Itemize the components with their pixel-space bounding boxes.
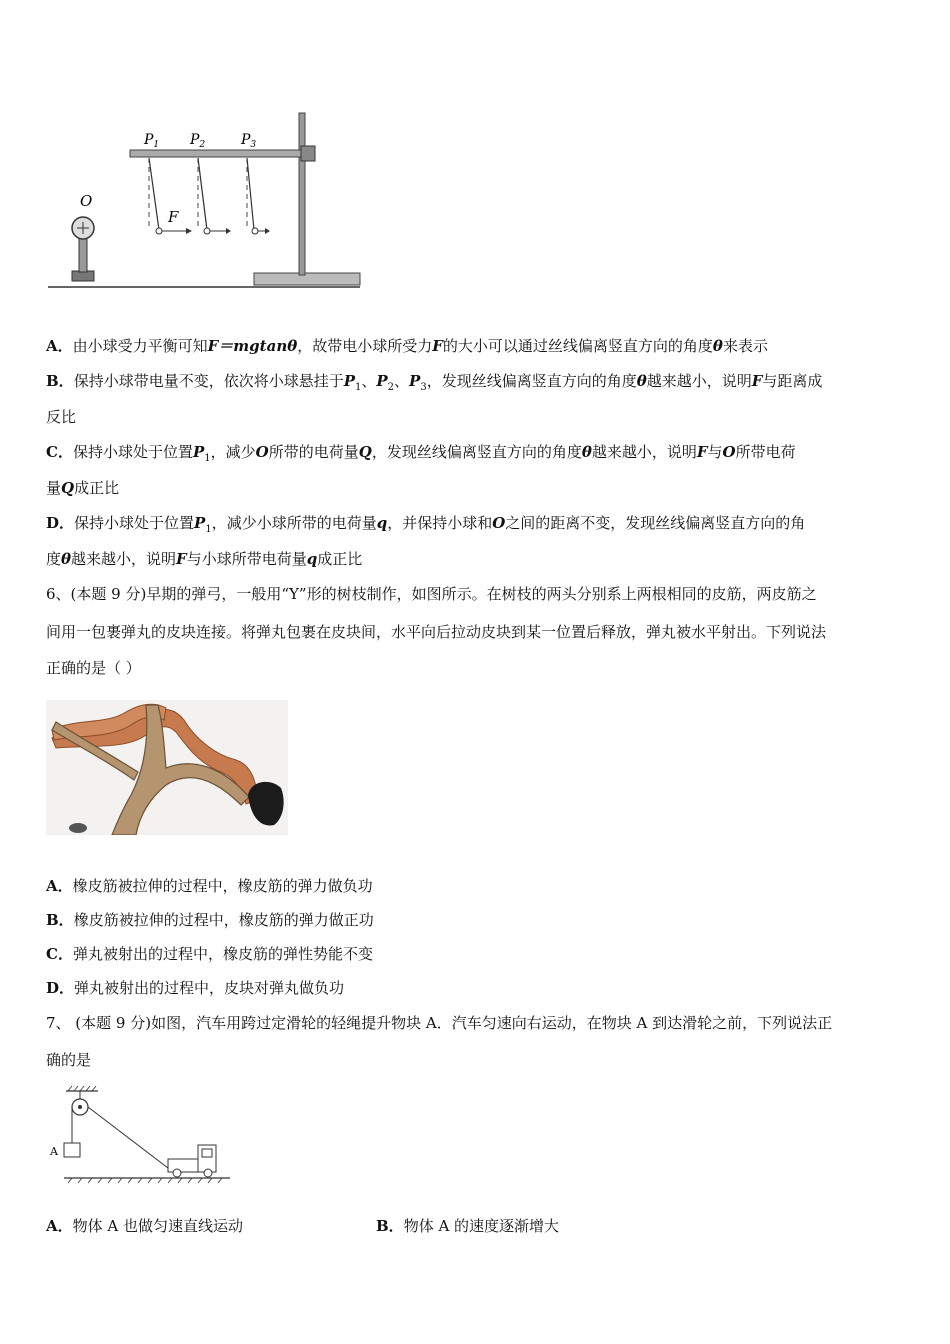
- q5-option-b-cont: 反比: [46, 408, 77, 426]
- q7-stem-line1: 7、 (本题 9 分)如图，汽车用跨过定滑轮的轻绳提升物块 A．汽车匀速向右运动，在物块 A 到达滑轮之前，下列说法正: [46, 1014, 833, 1032]
- label-P3: $P_3$: [241, 132, 257, 150]
- q5-option-b: B．保持小球带电量不变，依次将小球悬挂于$P_1$、$P_2$、$P_3$，发现丝线偏离竖直方向的角度θ越来越小，说明F与距离成: [46, 372, 823, 393]
- q7-option-b: B．物体 A 的速度逐渐增大: [376, 1217, 560, 1235]
- q7-stem-line2: 确的是: [46, 1051, 92, 1069]
- q6-option-a: A．橡皮筋被拉伸的过程中，橡皮筋的弹力做负功: [46, 877, 373, 895]
- q6-option-d: D．弹丸被射出的过程中，皮块对弹丸做负功: [46, 979, 345, 997]
- pulley-truck-figure: [46, 1085, 232, 1187]
- pendulum-apparatus-figure: [46, 110, 364, 290]
- q6-stem-line2: 间用一包裹弹丸的皮块连接。将弹丸包裹在皮块间，水平向后拉动皮块到某一位置后释放，弹丸被水平射出。下列说法: [46, 623, 827, 641]
- label-F: F: [168, 208, 179, 226]
- label-P2: $P_2$: [190, 132, 206, 150]
- slingshot-photo: [46, 700, 288, 835]
- q6-stem-line1: 6、(本题 9 分)早期的弹弓，一般用“Y”形的树枝制作，如图所示。在树枝的两头分别系上两根相同的皮筋，两皮筋之: [46, 585, 817, 603]
- q6-stem-line3: 正确的是（ ）: [46, 659, 141, 677]
- label-O: O: [80, 192, 93, 210]
- q6-option-c: C．弹丸被射出的过程中，橡皮筋的弹性势能不变: [46, 945, 373, 963]
- block-a-label: A: [50, 1145, 58, 1158]
- q5-option-d-cont: 度θ越来越小，说明F与小球所带电荷量q成正比: [46, 550, 363, 568]
- q5-option-d: D．保持小球处于位置$P_1$，减少小球所带的电荷量q，并保持小球和O之间的距离不变，发现丝线偏离竖直方向的角: [46, 514, 806, 535]
- q6-option-b: B．橡皮筋被拉伸的过程中，橡皮筋的弹力做正功: [46, 911, 374, 929]
- q5-option-a: A．由小球受力平衡可知F＝mgtanθ，故带电小球所受力F的大小可以通过丝线偏离竖直方向的角度θ来表示: [46, 337, 768, 355]
- q5-option-c: C．保持小球处于位置$P_1$，减少O所带的电荷量Q，发现丝线偏离竖直方向的角度θ越来越小，说明F与O所带电荷: [46, 443, 796, 464]
- q5-option-c-cont: 量Q成正比: [46, 479, 120, 497]
- label-P1: $P_1$: [144, 132, 160, 150]
- q7-option-a: A．物体 A 也做匀速直线运动: [46, 1217, 244, 1235]
